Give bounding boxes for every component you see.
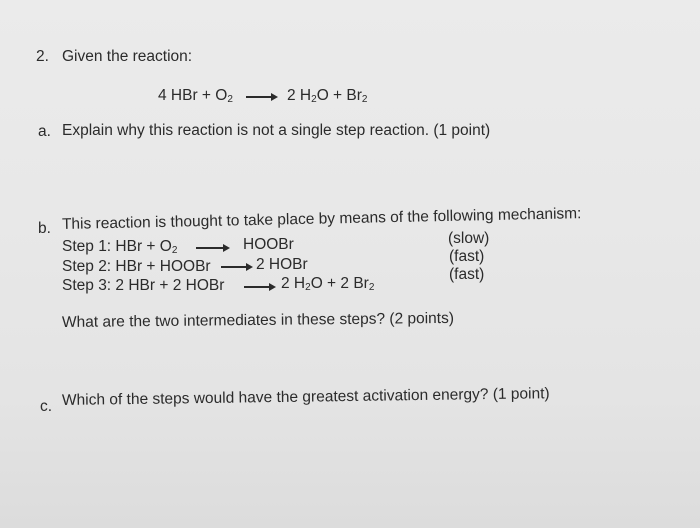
step-3-arrow-icon [244,286,274,288]
step-3-product: 2 $H_2O + 2$ $Br_2$ [281,275,375,293]
part-a-label: a. [38,123,51,140]
step-2-product: 2 HOBr [256,256,308,273]
question-number: 2. [36,48,49,65]
step-2-arrow-icon [221,266,251,268]
part-b-text: This reaction is thought to take place by means of the following mechanism: [61,205,582,233]
step-1-product: HOOBr [243,236,294,253]
step-3-rate: (fast) [449,266,485,283]
step-1-rate: (slow) [448,230,490,247]
step-3-reactants: Step 3: 2 HBr + 2 HOBr [62,277,225,294]
part-c-text: Which of the steps would have the greatest activation energy? (1 point) [61,385,550,409]
question-prompt: Given the reaction: [62,48,193,65]
part-c-label: c. [40,398,53,415]
reaction-arrow-icon [246,96,276,98]
reaction-reactants: 4 HBr + $O_2$ [158,87,233,105]
step-1-reactants: Step 1: HBr + $O_2$ [62,238,178,256]
part-b-question: What are the two intermediates in these steps? (2 points) [61,309,455,331]
reaction-products: 2 $H_2O + Br_2$ [287,87,368,105]
step-1-arrow-icon [196,247,228,249]
part-b-label: b. [38,220,51,237]
step-2-rate: (fast) [449,248,485,265]
part-a-text: Explain why this reaction is not a single step reaction. (1 point) [62,122,491,139]
step-2-reactants: Step 2: HBr + HOOBr [62,258,211,275]
